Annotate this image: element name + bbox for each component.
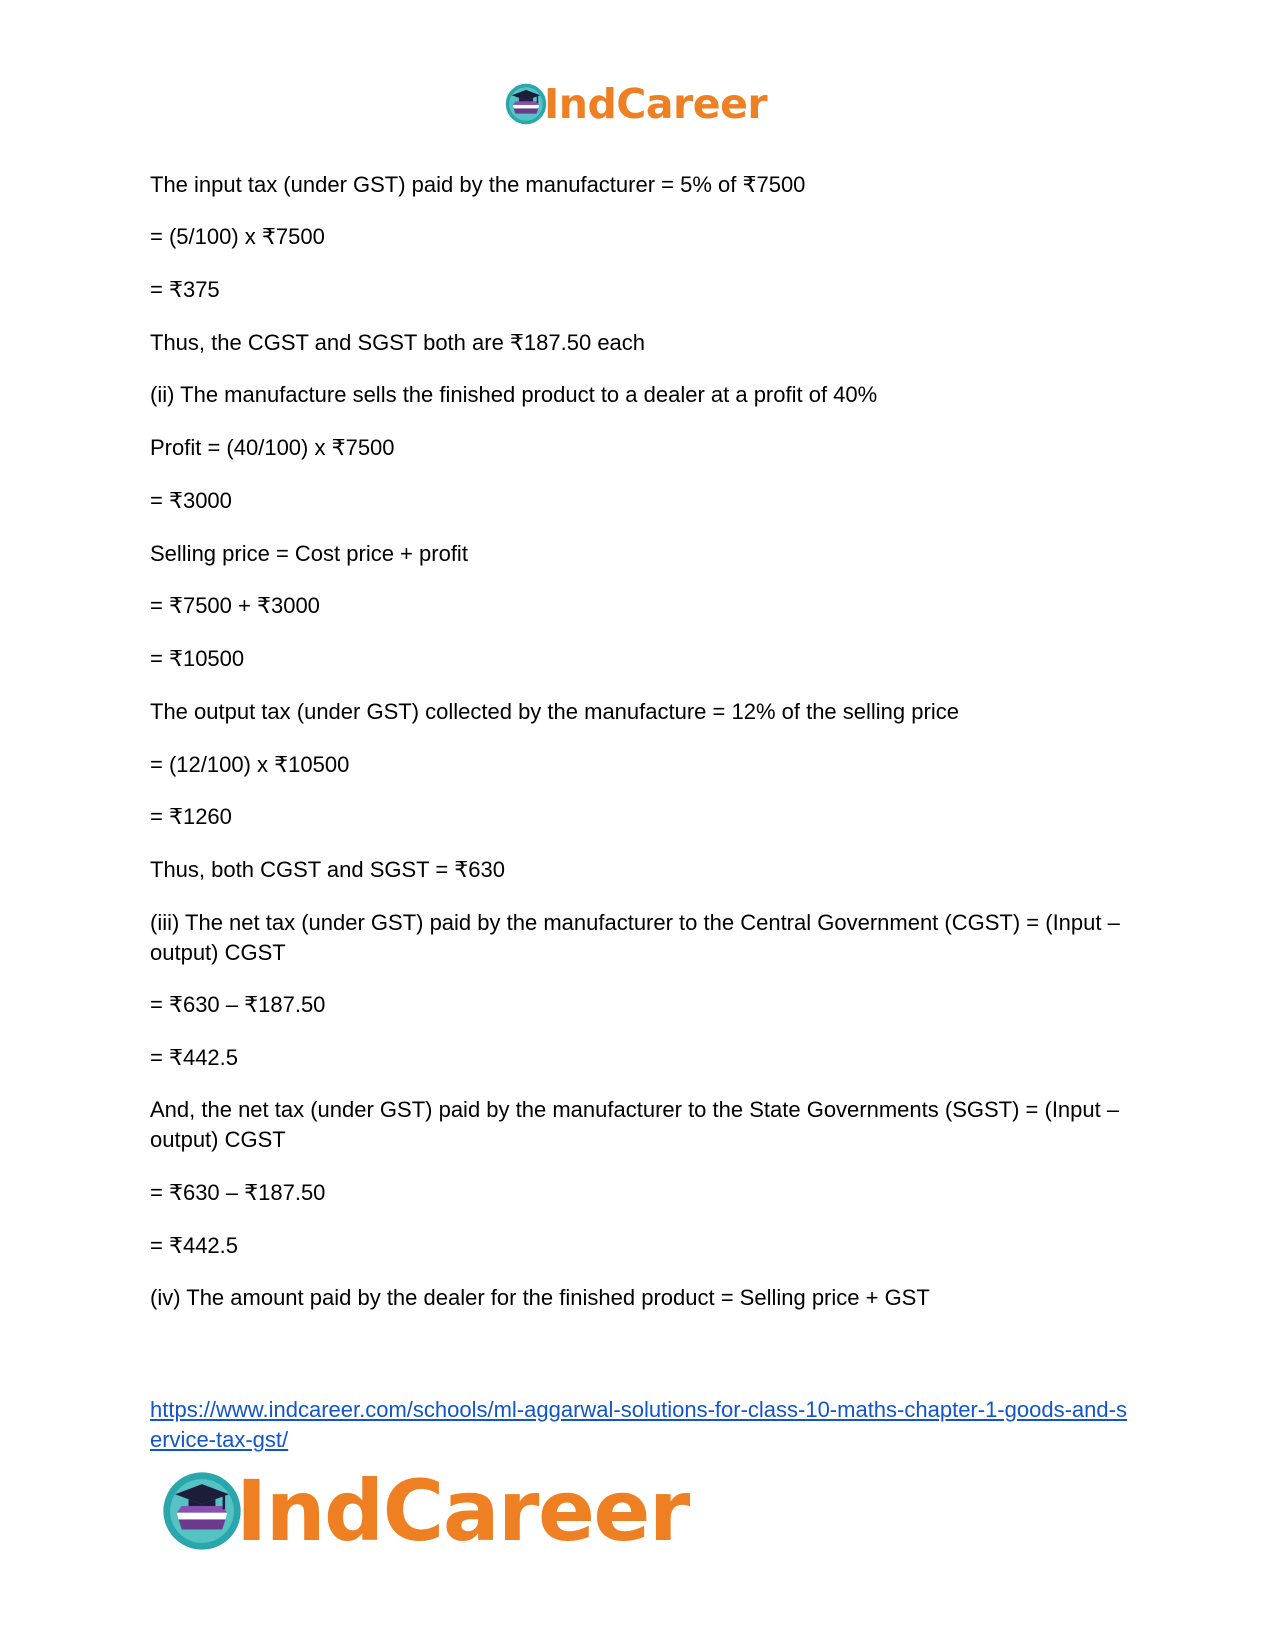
text-line: = ₹630 – ₹187.50 [150,992,326,1017]
text-line: Thus, both CGST and SGST = ₹630 [150,857,505,882]
text-line: = ₹630 – ₹187.50 [150,1180,326,1205]
graduation-cap-book-globe-icon [504,82,548,126]
source-link[interactable]: https://www.indcareer.com/schools/ml-aggarwal-solutions-for-class-10-maths-chapter-1-goods-and-service-tax-gst/ [150,1397,1127,1452]
text-line: = ₹10500 [150,646,245,671]
text-paragraph: (iii) The net tax (under GST) paid by the manufacturer to the Central Government (CGST) = (Input – output) CGST [150,910,1120,965]
text-line: Selling price = Cost price + profit [150,541,468,566]
text-line: = (12/100) x ₹10500 [150,752,350,777]
text-line: = ₹375 [150,277,220,302]
text-line: = ₹1260 [150,804,232,829]
text-line: = ₹442.5 [150,1233,239,1258]
text-line: (ii) The manufacture sells the finished product to a dealer at a profit of 40% [150,382,878,407]
text-line: = ₹7500 + ₹3000 [150,593,320,618]
logo-wordmark: IndCareer [236,1462,689,1560]
footer-logo [160,1462,689,1560]
text-line: Profit = (40/100) x ₹7500 [150,435,395,460]
text-line: = ₹442.5 [150,1045,239,1070]
header-logo [504,80,767,128]
text-line: The input tax (under GST) paid by the manufacturer = 5% of ₹7500 [150,172,806,197]
logo-wordmark: IndCareer [544,80,768,128]
text-line: = ₹3000 [150,488,232,513]
text-line: = (5/100) x ₹7500 [150,224,325,249]
text-line: Thus, the CGST and SGST both are ₹187.50 each [150,330,646,355]
text-line: (iv) The amount paid by the dealer for the finished product = Selling price + GST [150,1285,930,1310]
graduation-cap-book-globe-icon [160,1469,244,1553]
text-paragraph: And, the net tax (under GST) paid by the manufacturer to the State Governments (SGST) = (Input – output) CGST [150,1097,1120,1152]
text-line: The output tax (under GST) collected by the manufacture = 12% of the selling price [150,699,959,724]
